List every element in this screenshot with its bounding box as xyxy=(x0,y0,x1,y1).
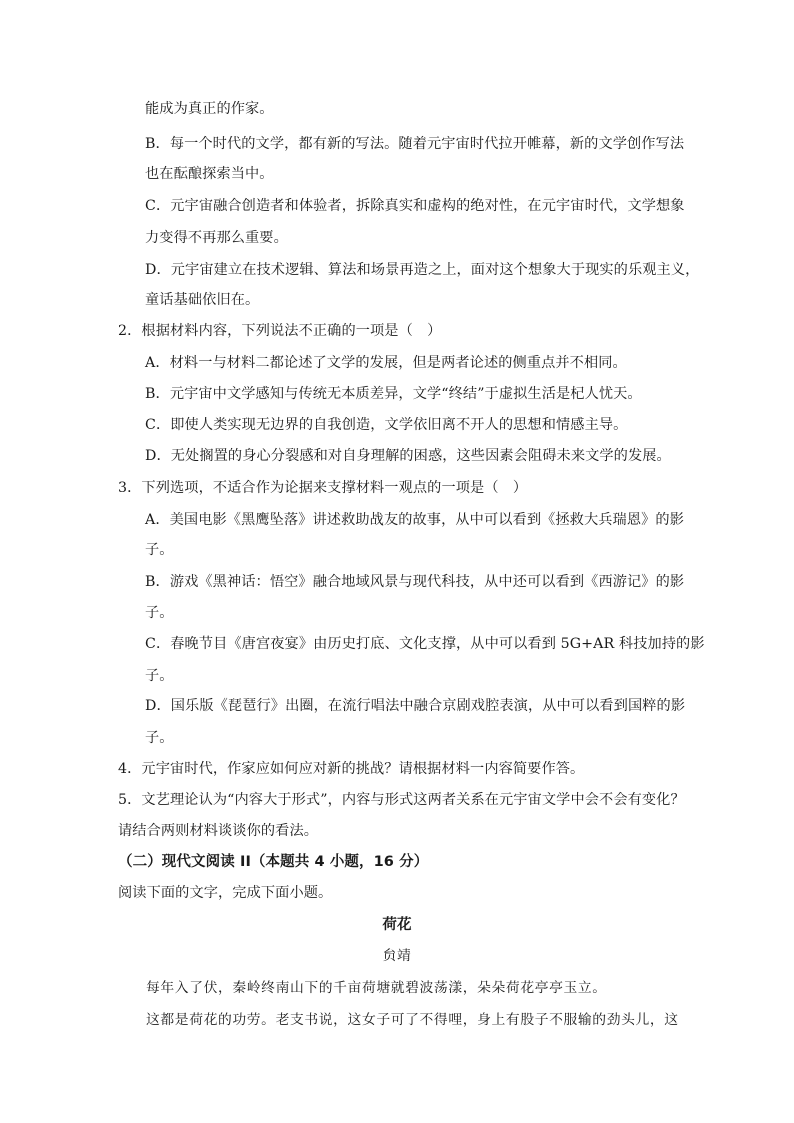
section-heading: （二）现代文阅读 II（本题共 4 小题，16 分） xyxy=(118,854,429,870)
q5-stem-line2: 请结合两则材料谈谈你的看法。 xyxy=(118,823,319,839)
q2-option-c: C．即使人类实现无边界的自我创造，文学依旧离不开人的思想和情感主导。 xyxy=(145,417,628,433)
q4-stem: 4．元宇宙时代，作家应如何应对新的挑战？请根据材料一内容简要作答。 xyxy=(118,761,585,777)
q3-option-c-line2: 子。 xyxy=(145,668,174,684)
article-author: 贠靖 xyxy=(382,948,412,964)
reading-instruction: 阅读下面的文字，完成下面小题。 xyxy=(118,885,333,901)
q3-stem: 3．下列选项，不适合作为论据来支撑材料一观点的一项是（ ） xyxy=(118,480,528,496)
q2-stem: 2．根据材料内容，下列说法不正确的一项是（ ） xyxy=(118,323,442,339)
q1-option-b-line2: 也在酝酿探索当中。 xyxy=(145,166,274,182)
q3-option-a-line1: A．美国电影《黑鹰坠落》讲述救助战友的故事，从中可以看到《拯救大兵瑞恩》的影 xyxy=(145,512,684,528)
q3-option-d-line2: 子。 xyxy=(145,730,174,746)
q1-option-d-line2: 童话基础依旧在。 xyxy=(145,292,260,308)
q2-option-b: B．元宇宙中文学感知与传统无本质差异，文学“终结”于虚拟生活是杞人忧天。 xyxy=(145,386,642,402)
q1-option-a-continuation: 能成为真正的作家。 xyxy=(145,101,274,117)
article-paragraph-2: 这都是荷花的功劳。老支书说，这女子可了不得哩，身上有股子不服输的劲头儿，这 xyxy=(146,1012,679,1028)
q1-option-d-line1: D．元宇宙建立在技术逻辑、算法和场景再造之上，面对这个想象大于现实的乐观主义， xyxy=(145,262,700,278)
q2-option-d: D．无处搁置的身心分裂感和对自身理解的困惑，这些因素会阻碍未来文学的发展。 xyxy=(145,448,671,464)
q5-stem-line1: 5．文艺理论认为“内容大于形式”，内容与形式这两者关系在元宇宙文学中会不会有变化？ xyxy=(118,792,685,808)
article-title: 荷花 xyxy=(382,917,412,933)
q3-option-a-line2: 子。 xyxy=(145,542,174,558)
q3-option-b-line1: B．游戏《黑神话：悟空》融合地域风景与现代科技，从中还可以看到《西游记》的影 xyxy=(145,574,685,590)
q1-option-b-line1: B．每一个时代的文学，都有新的写法。随着元宇宙时代拉开帷幕，新的文学创作写法 xyxy=(145,136,685,152)
q3-option-b-line2: 子。 xyxy=(145,605,174,621)
q3-option-d-line1: D．国乐版《琵琶行》出圈，在流行唱法中融合京剧戏腔表演，从中可以看到国粹的影 xyxy=(145,698,686,714)
article-paragraph-1: 每年入了伏，秦岭终南山下的千亩荷塘就碧波荡漾，朵朵荷花亭亭玉立。 xyxy=(146,980,607,996)
q1-option-c-line2: 力变得不再那么重要。 xyxy=(145,230,288,246)
q1-option-c-line1: C．元宇宙融合创造者和体验者，拆除真实和虚构的绝对性，在元宇宙时代，文学想象 xyxy=(145,198,685,214)
q3-option-c-line1: C．春晚节目《唐宫夜宴》由历史打底、文化支撑，从中可以看到 5G+AR 科技加持的影 xyxy=(145,636,705,652)
q2-option-a: A．材料一与材料二都论述了文学的发展，但是两者论述的侧重点并不相同。 xyxy=(145,355,627,371)
